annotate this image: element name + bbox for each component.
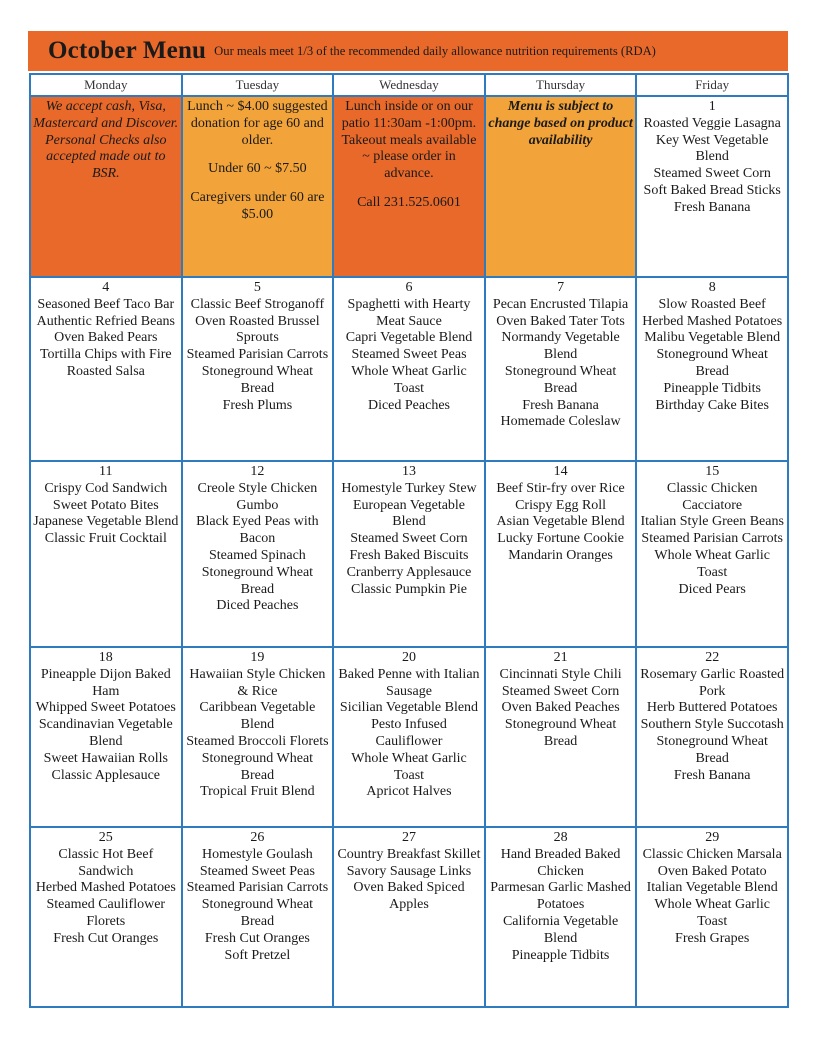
menu-item: Classic Hot Beef Sandwich [58, 846, 154, 879]
menu-item: Soft Pretzel [224, 947, 291, 963]
day-cell [182, 647, 334, 827]
menu-item: Southern Style Succotash [640, 717, 784, 733]
menu-item: Steamed Sweet Corn [653, 166, 771, 182]
menu-item: Japanese Vegetable Blend [33, 514, 179, 530]
menu-item: Steamed Broccoli Florets [186, 733, 329, 749]
day-cell [182, 827, 334, 1007]
menu-item: Normandy Vegetable Blend [501, 330, 620, 363]
menu-item: Key West Vegetable Blend [655, 132, 769, 165]
day-cell [30, 461, 182, 647]
location-info: Lunch inside or on our patio 11:30am -1:00pm. Takeout meals available ~ please order in advance. [341, 99, 477, 182]
day-cell [30, 647, 182, 827]
weekday-friday: Friday [636, 74, 788, 96]
menu-item: Stoneground Wheat Bread [201, 363, 314, 396]
menu-item: Steamed Parisian Carrots [186, 347, 329, 363]
phone-number: Call 231.525.0601 [357, 194, 461, 210]
day-number: 28 [553, 830, 568, 845]
payment-info: We accept cash, Visa, Mastercard and Discover. Personal Checks also accepted made out to BSR. [33, 99, 179, 182]
day-cell [333, 277, 485, 461]
page-subtitle: Our meals meet 1/3 of the recommended daily allowance nutrition requirements (RDA) [214, 43, 656, 58]
menu-item: Black Eyed Peas with Bacon [196, 514, 319, 547]
notice-cell [485, 96, 637, 277]
menu-item: Homestyle Goulash [201, 846, 313, 862]
menu-item: Sicilian Vegetable Blend [339, 700, 479, 716]
menu-item: Stoneground Wheat Bread [201, 897, 314, 929]
menu-banner [28, 31, 788, 71]
menu-item: Steamed Sweet Corn [501, 683, 620, 699]
menu-item: Crispy Egg Roll [515, 497, 607, 513]
menu-item: Seasoned Beef Taco Bar [37, 296, 175, 312]
menu-item: Steamed Spinach [208, 547, 306, 563]
day-cell [333, 647, 485, 827]
availability-notice: Menu is subject to change based on product availability [488, 99, 633, 148]
menu-item: Fresh Cut Oranges [53, 930, 159, 946]
menu-item: Mandarin Oranges [508, 547, 613, 563]
menu-item: Classic Chicken Cacciatore [666, 480, 758, 513]
menu-item: Stoneground Wheat Bread [656, 347, 768, 379]
menu-item: Diced Pears [678, 581, 746, 597]
menu-item: Baked Penne with Italian Sausage [338, 666, 480, 699]
menu-item: Country Breakfast Skillet [337, 846, 481, 862]
menu-item: Hawaiian Style Chicken & Rice [189, 666, 326, 699]
menu-item: Steamed Sweet Corn [350, 531, 468, 547]
day-number: 12 [250, 464, 265, 479]
menu-item: Roasted Veggie Lasagna [643, 115, 781, 131]
menu-item: Steamed Sweet Peas [351, 347, 467, 363]
day-number: 5 [253, 280, 261, 295]
menu-item: Pineapple Tidbits [511, 947, 610, 963]
menu-item: Stoneground Wheat Bread [201, 564, 314, 597]
menu-item: Oven Baked Pears [54, 330, 158, 346]
day-cell [485, 277, 637, 461]
pricing-info-cell [182, 96, 334, 277]
menu-item: Oven Baked Spiced Apples [353, 880, 465, 913]
day-number: 26 [250, 830, 265, 845]
weekday-monday: Monday [30, 74, 182, 96]
menu-item: Birthday Cake Bites [655, 397, 769, 413]
day-number: 14 [553, 464, 568, 479]
day-number: 19 [250, 650, 265, 665]
menu-item: Stoneground Wheat Bread [656, 733, 768, 766]
menu-item: Oven Baked Potato [657, 863, 767, 879]
menu-item: Sweet Hawaiian Rolls [43, 750, 168, 766]
menu-item: Fresh Cut Oranges [204, 930, 310, 946]
menu-item: Whole Wheat Garlic Toast [654, 897, 770, 929]
menu-item: Whole Wheat Garlic Toast [654, 547, 770, 580]
menu-item: Capri Vegetable Blend [345, 330, 473, 346]
menu-item: Cranberry Applesauce [346, 564, 472, 580]
page-title: October Menu [48, 37, 207, 64]
day-number: 22 [705, 650, 720, 665]
menu-item: Classic Chicken Marsala [642, 846, 782, 862]
day-cell [636, 461, 788, 647]
menu-item: Scandinavian Vegetable Blend [38, 717, 173, 749]
menu-item: Steamed Cauliflower Florets [46, 897, 166, 929]
day-cell [636, 827, 788, 1007]
menu-item: Spaghetti with Hearty Meat Sauce [347, 296, 471, 329]
payment-info-cell [30, 96, 182, 277]
menu-item: Diced Peaches [216, 598, 299, 614]
menu-item: Classic Fruit Cocktail [44, 531, 167, 547]
price-lunch: Lunch ~ $4.00 suggested donation for age 60 and older. [187, 99, 328, 148]
week-row [30, 461, 788, 647]
menu-item: Fresh Banana [522, 397, 599, 413]
menu-item: Hand Breaded Baked Chicken [500, 846, 621, 879]
menu-item: Whipped Sweet Potatoes [35, 700, 176, 716]
weekday-header-row [30, 74, 788, 96]
menu-item: Fresh Baked Biscuits [349, 547, 469, 563]
weekday-tuesday: Tuesday [182, 74, 334, 96]
menu-item: European Vegetable Blend [352, 497, 466, 530]
day-number: 27 [401, 830, 416, 845]
menu-item: Fresh Banana [673, 199, 751, 215]
menu-item: Pineapple Dijon Baked Ham [40, 666, 171, 699]
menu-item: Stoneground Wheat Bread [201, 750, 314, 783]
menu-item: Pesto Infused Cauliflower [371, 717, 447, 749]
day-cell [636, 96, 788, 277]
menu-item: Authentic Refried Beans [36, 313, 175, 329]
day-number: 7 [557, 280, 565, 295]
day-number: 11 [99, 464, 113, 479]
day-number: 18 [98, 650, 113, 665]
week-row [30, 277, 788, 461]
menu-item: Italian Vegetable Blend [646, 880, 778, 896]
day-cell [333, 461, 485, 647]
menu-item: Asian Vegetable Blend [496, 514, 625, 530]
menu-item: Fresh Grapes [675, 930, 750, 946]
day-number: 20 [401, 650, 416, 665]
menu-item: California Vegetable Blend [502, 913, 619, 946]
price-caregivers: Caregivers under 60 are $5.00 [190, 190, 325, 222]
week-row [30, 647, 788, 827]
menu-item: Oven Baked Tater Tots [496, 313, 625, 329]
day-cell [30, 277, 182, 461]
menu-item: Caribbean Vegetable Blend [199, 700, 316, 733]
menu-item: Creole Style Chicken Gumbo [197, 480, 318, 513]
day-cell [182, 461, 334, 647]
menu-item: Cincinnati Style Chili [499, 666, 622, 682]
menu-item: Stoneground Wheat Bread [504, 717, 617, 749]
menu-item: Parmesan Garlic Mashed Potatoes [490, 880, 631, 913]
menu-item: Slow Roasted Beef [658, 296, 766, 312]
day-number: 21 [553, 650, 568, 665]
week-row [30, 96, 788, 277]
day-number: 1 [708, 99, 716, 114]
menu-item: Apricot Halves [366, 784, 452, 800]
menu-item: Diced Peaches [367, 397, 450, 413]
price-under-60: Under 60 ~ $7.50 [208, 161, 307, 177]
menu-item: Homestyle Turkey Stew [341, 480, 477, 496]
day-cell [485, 827, 637, 1007]
weekday-thursday: Thursday [485, 74, 637, 96]
day-number: 6 [405, 280, 413, 295]
menu-item: Beef Stir-fry over Rice [496, 480, 625, 496]
menu-item: Tropical Fruit Blend [200, 784, 315, 800]
menu-item: Whole Wheat Garlic Toast [351, 750, 467, 783]
menu-item: Steamed Sweet Peas [199, 863, 315, 879]
day-number: 29 [705, 830, 720, 845]
location-info-cell [333, 96, 485, 277]
menu-item: Steamed Parisian Carrots [641, 531, 783, 547]
menu-item: Herbed Mashed Potatoes [35, 880, 176, 896]
menu-item: Whole Wheat Garlic Toast [351, 363, 467, 396]
menu-item: Fresh Banana [673, 767, 751, 783]
menu-item: Tortilla Chips with Fire Roasted Salsa [39, 347, 172, 379]
menu-item: Herb Buttered Potatoes [646, 700, 778, 716]
day-cell [182, 277, 334, 461]
week-row [30, 827, 788, 1007]
menu-item: Homemade Coleslaw [500, 414, 621, 430]
menu-item: Malibu Vegetable Blend [644, 330, 781, 346]
menu-item: Steamed Parisian Carrots [186, 880, 329, 896]
menu-item: Oven Baked Peaches [501, 700, 620, 716]
menu-item: Herbed Mashed Potatoes [642, 313, 783, 329]
menu-item: Fresh Plums [222, 397, 293, 413]
weekday-wednesday: Wednesday [333, 74, 485, 96]
day-cell [30, 827, 182, 1007]
menu-item: Lucky Fortune Cookie [497, 531, 624, 547]
menu-calendar [29, 73, 789, 1008]
menu-item: Crispy Cod Sandwich [44, 480, 168, 496]
day-cell [333, 827, 485, 1007]
day-cell [485, 647, 637, 827]
menu-item: Sweet Potato Bites [52, 497, 159, 513]
day-number: 25 [98, 830, 113, 845]
menu-item: Classic Beef Stroganoff [190, 296, 325, 312]
day-cell [636, 647, 788, 827]
menu-item: Classic Pumpkin Pie [351, 581, 467, 597]
menu-item: Stoneground Wheat Bread [504, 363, 617, 396]
menu-item: Classic Applesauce [51, 767, 161, 783]
menu-item: Rosemary Garlic Roasted Pork [640, 666, 785, 699]
menu-item: Soft Baked Bread Sticks [643, 182, 781, 198]
menu-item: Oven Roasted Brussel Sprouts [195, 313, 320, 346]
day-number: 4 [102, 280, 110, 295]
menu-item: Pineapple Tidbits [663, 380, 761, 396]
day-cell [485, 461, 637, 647]
menu-item: Italian Style Green Beans [640, 514, 784, 530]
menu-item: Pecan Encrusted Tilapia [492, 296, 629, 312]
day-number: 15 [705, 464, 720, 479]
menu-item: Savory Sausage Links [346, 863, 472, 879]
day-number: 8 [708, 280, 716, 295]
day-number: 13 [401, 464, 416, 479]
day-cell [636, 277, 788, 461]
